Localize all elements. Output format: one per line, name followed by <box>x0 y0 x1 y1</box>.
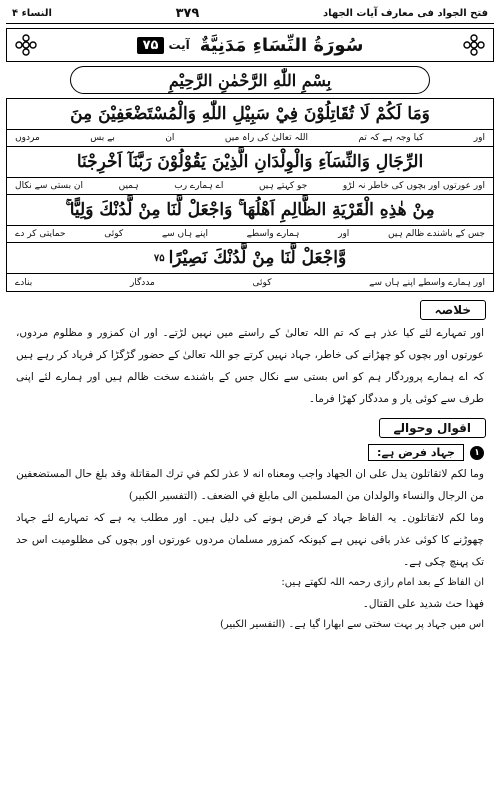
translation-word: کوئی <box>252 277 272 288</box>
translation-word: ان بستی سے نکال <box>15 181 84 191</box>
surah-title <box>137 35 364 56</box>
translation-word: اے ہمارے رب <box>174 181 224 191</box>
surah-indicator: النساء ۴ <box>12 8 52 19</box>
verse-translation-line <box>7 225 493 243</box>
surah-title-band <box>6 28 494 62</box>
verse-translation-line <box>7 129 493 147</box>
basmala: بِسْمِ اللّٰهِ الرَّحْمٰنِ الرَّحِيْمِ <box>70 66 430 94</box>
page-header <box>6 4 494 24</box>
translation-word: مددگار <box>129 277 155 288</box>
verse-arabic-line: مِنْ هٰذِهِ الْقَرْيَةِ الظَّالِمِ اَهْلُهَا ۚ وَاجْعَلْ لَّنَا مِنْ لَّدُنْكَ وَلِيًّا ۚ <box>65 200 435 220</box>
sayings-heading: اقوال وحوالے <box>379 418 486 438</box>
subheading-title: جہاد فرض ہے: <box>368 444 464 461</box>
translation-word: ہمارے واسطے <box>246 229 300 239</box>
ayah-end-marker: ۷۵ <box>153 252 165 264</box>
final-line <box>6 615 494 635</box>
book-title: فتح الجواد فی معارف آیات الجهاد <box>323 8 488 19</box>
verse-arabic-line: وَمَا لَكُمْ لَا تُقَاتِلُوْنَ فِيْ سَبِيْلِ اللّٰهِ وَالْمُسْتَضْعَفِيْنَ مِنَ <box>70 104 430 124</box>
page-number: ۳۷۹ <box>175 6 200 21</box>
urdu-explanation: وما لكم لاتقاتلون۔ یہ الفاظ جہاد کے فرض ہونے کی دلیل ہیں۔ اور مطلب یہ ہے کہ تمہارے لئے جہاد چھوڑنے کا کوئی عذر باقی نہیں ہے کیونکہ کمزور مسلمان مردوں عورتوں اور بچوں کی مظلومیت اس حد تک پہنچ چکی ہے۔ <box>16 512 484 568</box>
verse-block <box>6 98 494 292</box>
verse-arabic-line: الرِّجَالِ وَالنِّسَآءِ وَالْوِلْدَانِ الَّذِيْنَ يَقُوْلُوْنَ رَبَّنَآ اَخْرِجْنَا <box>76 152 424 172</box>
translation-word: اللہ تعالیٰ کی راہ میں <box>224 133 308 143</box>
translation-word: ہمیں <box>118 181 139 191</box>
translation-word: بے بس <box>90 133 115 143</box>
translation-word: جو کہتے ہیں <box>258 181 308 191</box>
verse-translation-line <box>7 273 493 291</box>
ayat-number: ۷۵ <box>137 37 165 54</box>
summary-heading: خلاصہ <box>420 300 486 320</box>
intro-line: ان الفاظ کے بعد امام رازی رحمہ اللہ لکھتے ہیں: <box>281 577 484 588</box>
final-reference: (التفسیر الکبیر) <box>220 619 286 630</box>
verse-arabic-text: وَّاجْعَلْ لَّنَا مِنْ لَّدُنْكَ نَصِيْرًا <box>168 248 347 268</box>
final-line-text: اس میں جہاد پر بہت سختی سے ابھارا گیا ہے۔ <box>288 619 484 630</box>
verse-translation-line <box>7 177 493 195</box>
ayat-label: آیت <box>168 38 190 52</box>
arabic-quote: وما لكم لاتقاتلون يدل على ان الجهاد واجب ومعناه انه لا عذر لكم في ترك المقاتلة وقد بلغ حال المستضعفين من الرجال والنساء والولدان من المسلمين الى مابلغ في الضعف۔ (التفسير الكبير) <box>16 468 484 502</box>
item-number-badge: ۱ <box>470 446 484 460</box>
translation-word: مردوں <box>15 133 40 143</box>
verse-arabic-line <box>7 243 493 273</box>
translation-word: حمایتی کر دے <box>15 229 66 239</box>
surah-name: سُورَةُ النِّسَاءِ مَدَنِيَّةٌ <box>199 34 364 56</box>
flower-ornament-icon <box>461 32 487 58</box>
translation-word: اور عورتوں اور بچوں کی خاطر نہ لڑو <box>342 181 485 191</box>
flower-ornament-icon <box>13 32 39 58</box>
translation-word: اپنے ہاں سے <box>161 229 208 239</box>
translation-word: کیا وجہ ہے کہ تم <box>358 133 424 143</box>
translation-word: اور <box>473 133 485 143</box>
subheading <box>6 444 484 461</box>
translation-word: کوئی <box>104 229 124 239</box>
translation-word: بنادے <box>15 277 33 288</box>
translation-word: جس کے باشندے ظالم ہیں <box>387 229 485 239</box>
translation-word: اور <box>338 229 350 239</box>
ayat-indicator <box>137 37 190 54</box>
translation-word: اور ہمارے واسطے اپنے ہاں سے <box>369 277 485 288</box>
summary-text: اور تمہارے لئے کیا عذر ہے کہ تم اللہ تعالیٰ کے راستے میں نہیں لڑتے۔ اور ان کمزور و مظلوم مردوں، عورتوں اور بچوں کو چھڑانے کی خاطر، جہاد نہیں کرتے جو اللہ تعالیٰ کے حضور گڑگڑا کر فریاد کر رہے ہیں کہ اے ہمارے پروردگار ہم کو اس بستی سے نکال جس کے باشندے سخت ظالم ہیں اور ہمارے لئے اپنی طرف سے کوئی یار و مددگار کھڑا فرما۔ <box>16 327 484 405</box>
arabic-short-quote: فهذا حث شديد على القتال۔ <box>362 598 484 610</box>
translation-word: ان <box>165 133 175 143</box>
